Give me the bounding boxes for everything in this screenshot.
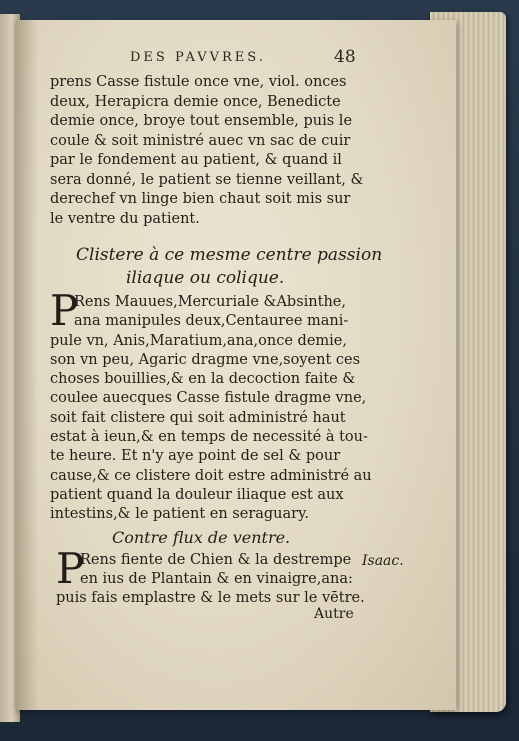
section-title: Contre flux de ventre. <box>112 528 291 547</box>
section-title-line: Clistere à ce mesme centre passion <box>76 245 383 265</box>
drop-cap: P <box>56 544 85 593</box>
text-line-content: Rens Mauues,Mercuriale &Absinthe, <box>74 294 346 310</box>
text-line: te heure. Et n'y aye point de sel & pour <box>50 448 341 465</box>
text-line: pule vn, Anis,Maratium,ana,once demie, <box>50 332 347 349</box>
text-line <box>50 312 372 331</box>
text-line-content: ana manipules deux,Centauree mani- <box>74 313 349 330</box>
text-line: deux, Herapicra demie once, Benedicte <box>50 93 341 110</box>
text-line: puis fais emplastre & le mets sur le vētre. <box>56 590 365 606</box>
text-line: prens Casse fistule once vne, viol. onces <box>50 74 347 90</box>
text-line <box>56 570 365 589</box>
catchword: Autre <box>314 606 354 622</box>
text-line: cause,& ce clistere doit estre administré au <box>50 467 372 484</box>
recipe-paragraph <box>50 293 372 525</box>
page-number: 48 <box>334 47 356 67</box>
text-line: son vn peu, Agaric dragme vne,soyent ces <box>50 351 361 368</box>
text-line: sera donné, le patient se tienne veillant, & <box>50 171 364 188</box>
paragraph-continuation <box>50 73 363 229</box>
text-line: le ventre du patient. <box>50 210 200 227</box>
text-line-content: Rens fiente de Chien & la destrempe <box>80 552 352 568</box>
recipe-paragraph <box>56 551 365 608</box>
text-line <box>50 293 372 312</box>
page-gutter-shadow <box>16 20 38 710</box>
section-title <box>76 244 382 290</box>
margin-note: Isaac. <box>362 553 404 569</box>
text-line: intestins,& le patient en seraguary. <box>50 506 309 523</box>
text-line: par le fondement au patient, & quand il <box>50 152 342 168</box>
text-line: coulee auecques Casse fistule dragme vne, <box>50 390 367 407</box>
text-line: patient quand la douleur iliaque est aux <box>50 486 344 503</box>
text-line: estat à ieun,& en temps de necessité à tou- <box>50 429 368 446</box>
text-line-content: en ius de Plantain & en vinaigre,ana: <box>80 571 353 587</box>
drop-cap: P <box>50 286 79 335</box>
running-head: DES PAVVRES. <box>130 50 266 65</box>
text-line <box>56 551 365 570</box>
text-line: demie once, broye tout ensemble, puis le <box>50 113 353 129</box>
text-line: soit fait clistere qui soit administré haut <box>50 409 346 426</box>
text-line: coule & soit ministré auec vn sac de cuir <box>50 132 351 149</box>
section-title-line: iliaque ou colique. <box>126 268 285 288</box>
text-line: choses bouillies,& en la decoction faite & <box>50 371 356 388</box>
text-line: derechef vn linge bien chaut soit mis sur <box>50 191 351 207</box>
